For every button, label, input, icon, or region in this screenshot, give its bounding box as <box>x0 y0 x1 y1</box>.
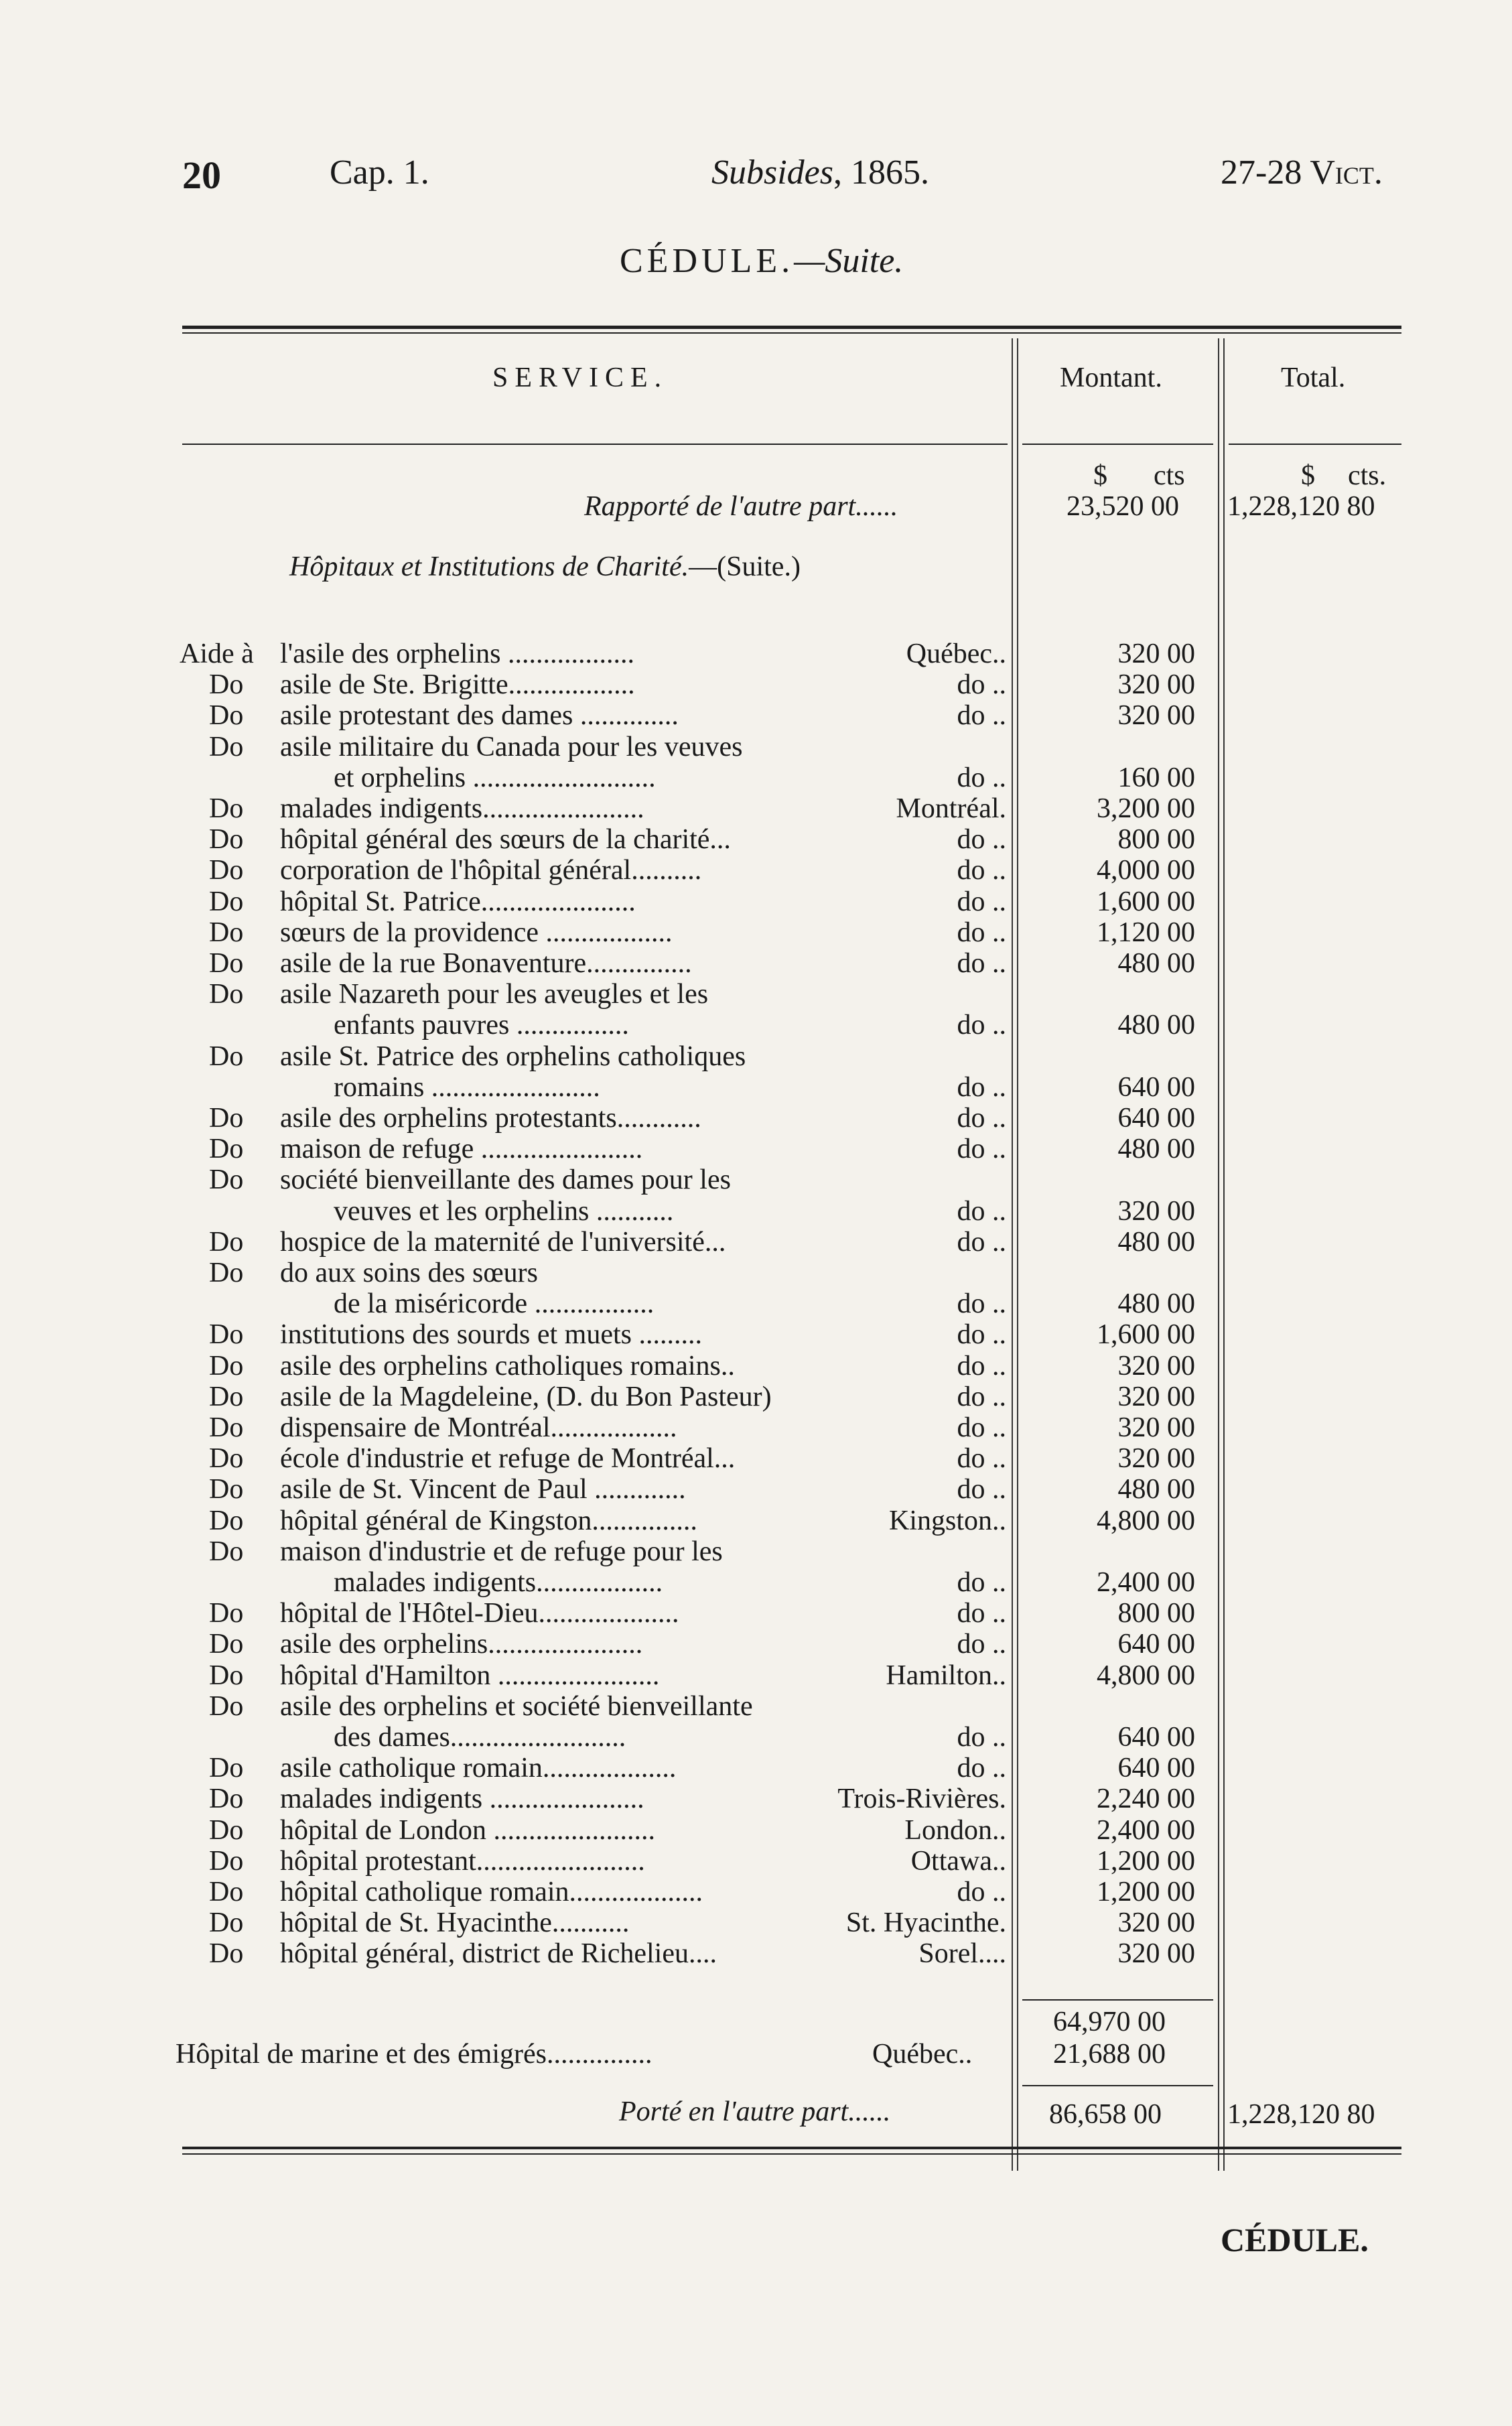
subtotal-rule <box>1022 1999 1213 2001</box>
row-description: hôpital de St. Hyacinthe........... <box>280 1907 630 1938</box>
row-amount: 480 00 <box>1117 1288 1195 1319</box>
row-prefix: Do <box>209 1412 244 1443</box>
row-description: et orphelins .......................... <box>334 762 656 793</box>
row-description: malades indigents....................... <box>280 793 644 824</box>
table-row <box>0 1783 1512 1814</box>
row-place: do .. <box>957 1877 1006 1907</box>
row-prefix: Do <box>209 1382 244 1412</box>
row-description: hôpital catholique romain................... <box>280 1877 703 1907</box>
row-description: asile des orphelins et société bienveillante <box>280 1691 753 1722</box>
brought-forward-total: 1,228,120 80 <box>1227 491 1375 522</box>
row-prefix: Do <box>209 917 244 948</box>
table-row <box>0 1473 1512 1504</box>
row-place: do .. <box>957 1351 1006 1382</box>
row-amount: 480 00 <box>1117 1474 1195 1505</box>
row-amount: 2,400 00 <box>1097 1815 1195 1846</box>
row-amount: 1,600 00 <box>1097 886 1195 917</box>
row-amount: 320 00 <box>1117 1938 1195 1969</box>
table-row <box>0 1814 1512 1845</box>
row-description: dispensaire de Montréal.................. <box>280 1412 677 1443</box>
row-place: do .. <box>957 1474 1006 1505</box>
row-prefix: Do <box>209 1629 244 1660</box>
row-amount: 640 00 <box>1117 1629 1195 1660</box>
row-prefix: Do <box>209 1877 244 1907</box>
row-amount: 2,240 00 <box>1097 1783 1195 1814</box>
table-row <box>0 854 1512 885</box>
row-description: hôpital de l'Hôtel-Dieu.................... <box>280 1598 679 1629</box>
row-amount: 320 00 <box>1117 700 1195 731</box>
row-place: do .. <box>957 886 1006 917</box>
row-description: hospice de la maternité de l'université... <box>280 1227 726 1258</box>
row-prefix: Do <box>209 1443 244 1474</box>
brought-forward-montant: 23,520 00 <box>1067 491 1179 522</box>
row-description: des dames......................... <box>334 1722 626 1753</box>
row-description: institutions des sourds et muets ......... <box>280 1319 702 1350</box>
row-amount: 4,800 00 <box>1097 1660 1195 1691</box>
table-row <box>0 978 1512 1009</box>
row-prefix: Do <box>209 1691 244 1722</box>
table-row <box>0 1040 1512 1071</box>
row-prefix: Do <box>209 1164 244 1195</box>
row-description: maison d'industrie et de refuge pour les <box>280 1536 723 1567</box>
col-header-total: Total. <box>1281 362 1346 393</box>
running-title-year: , 1865. <box>833 153 929 192</box>
header-rule-service <box>182 444 1008 445</box>
bottom-rule-thin <box>182 2153 1401 2155</box>
row-place: Montréal. <box>896 793 1006 824</box>
row-prefix: Do <box>209 1938 244 1969</box>
row-place: Ottawa.. <box>910 1846 1006 1877</box>
row-prefix: Do <box>209 1536 244 1567</box>
row-description: asile protestant des dames .............. <box>280 700 679 731</box>
col-header-service: SERVICE. <box>492 362 669 393</box>
bottom-rule-thick <box>182 2147 1401 2149</box>
row-place: do .. <box>957 855 1006 886</box>
row-amount: 320 00 <box>1117 1351 1195 1382</box>
row-description: hôpital d'Hamilton ....................... <box>280 1660 660 1691</box>
row-description: veuves et les orphelins ........... <box>334 1196 674 1227</box>
header-rule-total <box>1229 444 1401 445</box>
row-description: romains ........................ <box>334 1072 600 1103</box>
table-row <box>0 1907 1512 1938</box>
row-place: do .. <box>957 1010 1006 1040</box>
table-row <box>0 917 1512 947</box>
row-prefix: Do <box>209 1660 244 1691</box>
row-place: do .. <box>957 1598 1006 1629</box>
row-amount: 1,120 00 <box>1097 917 1195 948</box>
row-amount: 480 00 <box>1117 948 1195 979</box>
row-place: do .. <box>957 669 1006 700</box>
table-row <box>0 1195 1512 1226</box>
row-description: malades indigents.................. <box>334 1567 663 1598</box>
table-row <box>0 1597 1512 1628</box>
table-row <box>0 1566 1512 1597</box>
row-description: asile de Ste. Brigitte.................. <box>280 669 635 700</box>
unit-cts-montant: cts <box>1154 460 1185 491</box>
row-place: St. Hyacinthe. <box>845 1907 1006 1938</box>
row-description: hôpital général de Kingston............... <box>280 1505 697 1536</box>
row-place: Sorel.... <box>918 1938 1006 1969</box>
row-description: de la miséricorde ................. <box>334 1288 655 1319</box>
row-amount: 320 00 <box>1117 1907 1195 1938</box>
chapter-label: Cap. 1. <box>330 153 429 192</box>
row-description: maison de refuge ....................... <box>280 1134 643 1164</box>
top-rule-thick <box>182 326 1401 329</box>
row-place: Kingston.. <box>888 1505 1006 1536</box>
row-place: do .. <box>957 1443 1006 1474</box>
row-amount: 1,600 00 <box>1097 1319 1195 1350</box>
row-description: asile St. Patrice des orphelins catholiques <box>280 1041 746 1072</box>
table-row <box>0 947 1512 978</box>
row-prefix: Do <box>209 1815 244 1846</box>
table-row <box>0 1721 1512 1752</box>
row-amount: 320 00 <box>1117 638 1195 669</box>
row-amount: 640 00 <box>1117 1072 1195 1103</box>
row-prefix: Do <box>209 1134 244 1164</box>
row-prefix: Do <box>209 979 244 1010</box>
running-title-italic: Subsides <box>711 153 833 192</box>
row-prefix: Do <box>209 855 244 886</box>
table-row <box>0 1133 1512 1164</box>
row-prefix: Do <box>209 669 244 700</box>
catchword: CÉDULE. <box>1221 2221 1369 2259</box>
row-place: do .. <box>957 1382 1006 1412</box>
top-rule-thin <box>182 332 1401 334</box>
row-place: do .. <box>957 1103 1006 1134</box>
table-row <box>0 1536 1512 1566</box>
row-amount: 800 00 <box>1117 1598 1195 1629</box>
row-description: asile Nazareth pour les aveugles et les <box>280 979 709 1010</box>
unit-dollar-montant: $ <box>1093 460 1107 491</box>
section-title-suite: —Suite. <box>794 242 904 280</box>
row-description: hôpital de London ....................... <box>280 1815 655 1846</box>
table-row <box>0 1257 1512 1288</box>
table-row <box>0 638 1512 669</box>
carried-montant: 86,658 00 <box>1049 2099 1162 2130</box>
row-amount: 480 00 <box>1117 1134 1195 1164</box>
running-title <box>711 153 929 192</box>
row-amount: 4,000 00 <box>1097 855 1195 886</box>
marine-place: Québec.. <box>872 2039 973 2070</box>
row-prefix: Do <box>209 1351 244 1382</box>
row-amount: 3,200 00 <box>1097 793 1195 824</box>
row-prefix: Do <box>209 1907 244 1938</box>
brought-forward-label: Rapporté de l'autre part...... <box>584 491 898 522</box>
row-amount: 640 00 <box>1117 1722 1195 1753</box>
table-row <box>0 762 1512 793</box>
row-description: école d'industrie et refuge de Montréal... <box>280 1443 736 1474</box>
regnal-year: 27-28 Vict. <box>1221 153 1383 192</box>
table-row <box>0 1381 1512 1412</box>
carried-label: Porté en l'autre part...... <box>619 2096 891 2127</box>
table-row <box>0 731 1512 762</box>
carried-rule <box>1022 2085 1213 2086</box>
row-place: do .. <box>957 1288 1006 1319</box>
row-prefix: Do <box>209 886 244 917</box>
table-row <box>0 1288 1512 1319</box>
table-row <box>0 1350 1512 1381</box>
row-amount: 320 00 <box>1117 1196 1195 1227</box>
row-prefix: Do <box>209 1598 244 1629</box>
row-prefix: Do <box>209 1474 244 1505</box>
table-row <box>0 1319 1512 1349</box>
row-amount: 2,400 00 <box>1097 1567 1195 1598</box>
row-place: do .. <box>957 917 1006 948</box>
row-description: asile de St. Vincent de Paul ............. <box>280 1474 686 1505</box>
row-description: hôpital général des sœurs de la charité... <box>280 824 731 855</box>
row-place: do .. <box>957 1753 1006 1783</box>
row-amount: 640 00 <box>1117 1753 1195 1783</box>
row-place: do .. <box>957 1629 1006 1660</box>
table-row <box>0 1071 1512 1102</box>
table-row <box>0 699 1512 730</box>
row-amount: 320 00 <box>1117 1443 1195 1474</box>
row-prefix: Do <box>209 1753 244 1783</box>
row-description: do aux soins des sœurs <box>280 1258 538 1288</box>
row-description: asile catholique romain................... <box>280 1753 677 1783</box>
table-row <box>0 1660 1512 1690</box>
row-description: asile de la Magdeleine, (D. du Bon Pasteur) <box>280 1382 772 1412</box>
row-prefix: Do <box>209 700 244 731</box>
subtotal-amount: 64,970 00 <box>1053 2007 1166 2037</box>
table-row <box>0 1505 1512 1536</box>
table-row <box>0 886 1512 917</box>
row-prefix: Do <box>209 1227 244 1258</box>
row-amount: 1,200 00 <box>1097 1877 1195 1907</box>
row-place: London.. <box>904 1815 1006 1846</box>
table-row <box>0 1845 1512 1876</box>
section-title-main: CÉDULE. <box>620 242 795 280</box>
row-place: do .. <box>957 1319 1006 1350</box>
table-row <box>0 1938 1512 1968</box>
table-row <box>0 1226 1512 1257</box>
row-prefix: Do <box>209 1041 244 1072</box>
row-place: do .. <box>957 762 1006 793</box>
table-row <box>0 1628 1512 1659</box>
header-rule-montant <box>1022 444 1213 445</box>
unit-cts-total: cts. <box>1348 460 1387 491</box>
row-place: do .. <box>957 1412 1006 1443</box>
row-description: malades indigents ...................... <box>280 1783 644 1814</box>
row-place: do .. <box>957 1227 1006 1258</box>
row-description: asile militaire du Canada pour les veuves <box>280 732 743 762</box>
row-prefix: Do <box>209 1258 244 1288</box>
row-amount: 640 00 <box>1117 1103 1195 1134</box>
row-place: do .. <box>957 700 1006 731</box>
row-description: hôpital général, district de Richelieu.... <box>280 1938 717 1969</box>
row-description: asile des orphelins...................... <box>280 1629 643 1660</box>
table-row <box>0 1752 1512 1783</box>
row-place: Québec.. <box>906 638 1006 669</box>
row-place: do .. <box>957 1722 1006 1753</box>
row-prefix: Do <box>209 732 244 762</box>
row-prefix: Do <box>209 948 244 979</box>
marine-amount: 21,688 00 <box>1053 2039 1166 2070</box>
subheading-italic: Hôpitaux et Institutions de Charité. <box>289 551 689 582</box>
row-description: corporation de l'hôpital général.......... <box>280 855 702 886</box>
row-amount: 480 00 <box>1117 1010 1195 1040</box>
row-prefix: Do <box>209 1505 244 1536</box>
table-row <box>0 793 1512 823</box>
subheading-suite: —(Suite.) <box>689 551 801 582</box>
row-description: asile des orphelins catholiques romains.. <box>280 1351 735 1382</box>
row-prefix: Do <box>209 1846 244 1877</box>
row-description: asile des orphelins protestants............ <box>280 1103 701 1134</box>
unit-dollar-total: $ <box>1301 460 1315 491</box>
row-prefix: Do <box>209 1783 244 1814</box>
row-prefix: Aide à <box>180 638 254 669</box>
row-prefix: Do <box>209 1319 244 1350</box>
table-row <box>0 1009 1512 1040</box>
row-place: do .. <box>957 948 1006 979</box>
row-amount: 800 00 <box>1117 824 1195 855</box>
page-number: 20 <box>182 153 221 197</box>
row-place: do .. <box>957 1196 1006 1227</box>
row-prefix: Do <box>209 1103 244 1134</box>
row-description: hôpital protestant........................ <box>280 1846 645 1877</box>
row-description: enfants pauvres ................ <box>334 1010 629 1040</box>
row-place: Trois-Rivières. <box>837 1783 1006 1814</box>
row-description: sœurs de la providence .................. <box>280 917 673 948</box>
row-place: do .. <box>957 1072 1006 1103</box>
table-row <box>0 823 1512 854</box>
row-place: do .. <box>957 824 1006 855</box>
table-row <box>0 669 1512 699</box>
row-prefix: Do <box>209 793 244 824</box>
row-amount: 320 00 <box>1117 669 1195 700</box>
row-amount: 320 00 <box>1117 1412 1195 1443</box>
subheading <box>289 551 801 583</box>
row-place: do .. <box>957 1567 1006 1598</box>
table-row <box>0 1164 1512 1195</box>
row-description: société bienveillante des dames pour les <box>280 1164 731 1195</box>
row-amount: 320 00 <box>1117 1382 1195 1412</box>
table-row <box>0 1876 1512 1907</box>
section-title <box>620 241 903 281</box>
row-amount: 1,200 00 <box>1097 1846 1195 1877</box>
row-description: l'asile des orphelins .................. <box>280 638 634 669</box>
row-description: hôpital St. Patrice...................... <box>280 886 636 917</box>
row-place: Hamilton.. <box>886 1660 1006 1691</box>
row-amount: 4,800 00 <box>1097 1505 1195 1536</box>
row-place: do .. <box>957 1134 1006 1164</box>
row-amount: 480 00 <box>1117 1227 1195 1258</box>
row-prefix: Do <box>209 824 244 855</box>
row-amount: 160 00 <box>1117 762 1195 793</box>
marine-label: Hôpital de marine et des émigrés............... <box>176 2039 652 2070</box>
col-header-montant: Montant. <box>1060 362 1162 393</box>
row-description: asile de la rue Bonaventure............... <box>280 948 692 979</box>
table-row <box>0 1412 1512 1442</box>
table-row <box>0 1690 1512 1721</box>
carried-total: 1,228,120 80 <box>1227 2099 1375 2130</box>
table-row <box>0 1102 1512 1133</box>
table-row <box>0 1442 1512 1473</box>
